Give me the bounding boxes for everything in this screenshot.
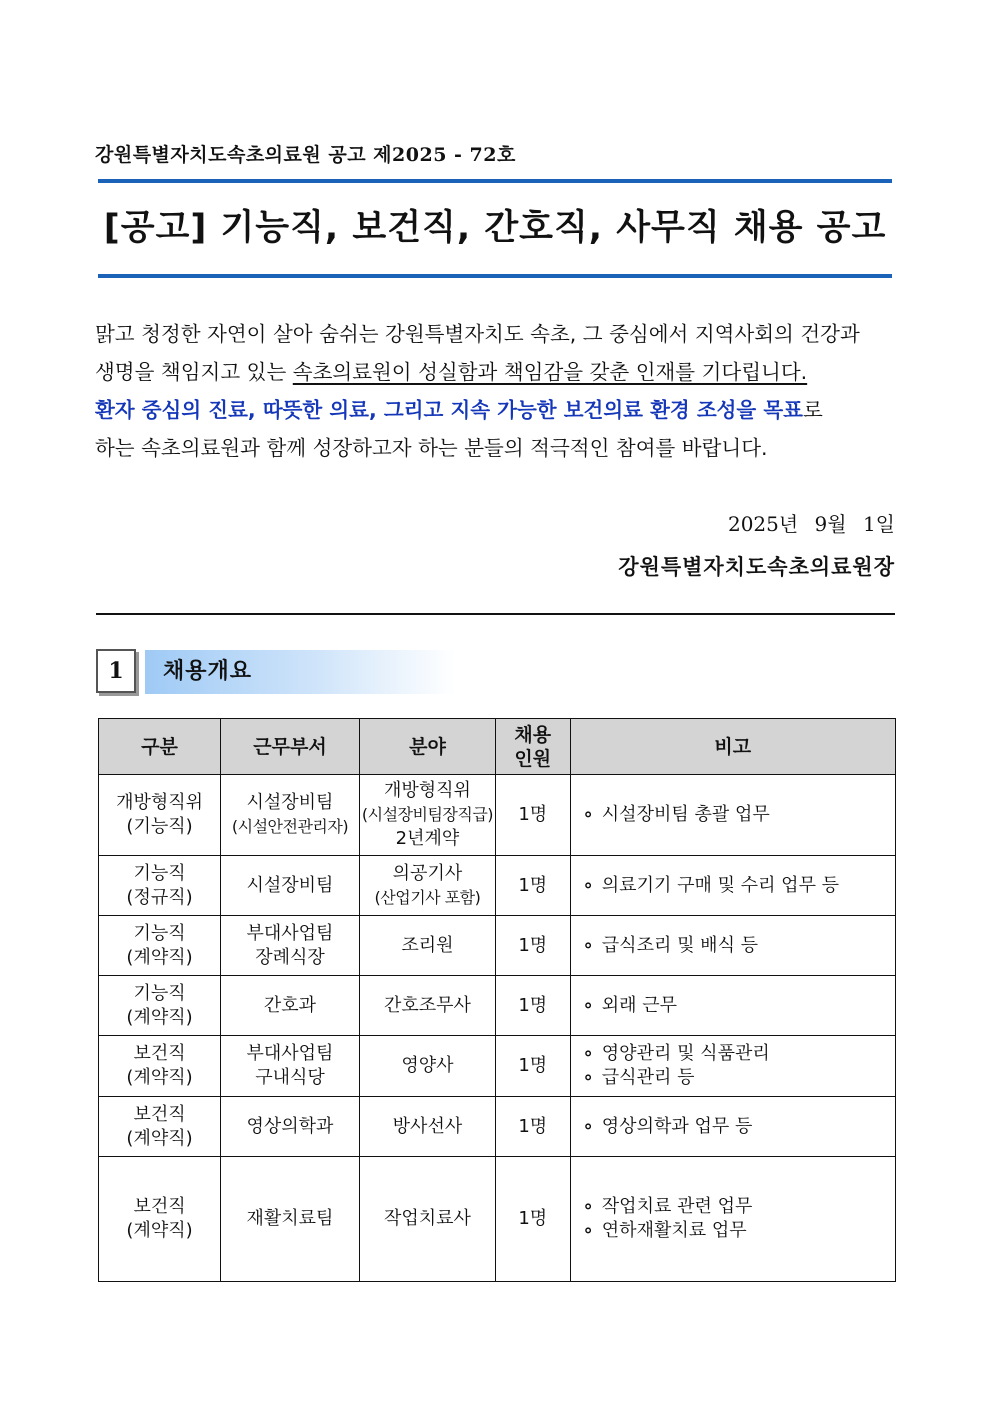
cell-remarks: ∘ 영양관리 및 식품관리 ∘ 급식관리 등 xyxy=(570,1036,895,1097)
cell-department: 시설장비팀 (시설안전관리자) xyxy=(221,775,360,856)
table-row xyxy=(99,976,896,1036)
cell-headcount: 1명 xyxy=(496,1036,570,1097)
cell-category: 기능직 (계약직) xyxy=(99,916,221,976)
cell-category: 기능직 (계약직) xyxy=(99,976,221,1036)
cell-category: 보건직 (계약직) xyxy=(99,1097,221,1157)
table-row xyxy=(99,856,896,916)
cell-headcount: 1명 xyxy=(496,1157,570,1282)
table-header-row xyxy=(99,719,896,775)
header-department: 근무부서 xyxy=(221,719,360,775)
header-category: 구분 xyxy=(99,719,221,775)
cell-field: 간호조무사 xyxy=(359,976,495,1036)
table-row xyxy=(99,775,896,856)
cell-field: 방사선사 xyxy=(359,1097,495,1157)
table-row xyxy=(99,1157,896,1282)
cell-department: 부대사업팀 장례식장 xyxy=(221,916,360,976)
cell-headcount: 1명 xyxy=(496,1097,570,1157)
section-divider xyxy=(96,613,895,615)
header-field: 분야 xyxy=(359,719,495,775)
intro-line-2: 생명을 책임지고 있는 속초의료원이 성실함과 책임감을 갖춘 인재를 기다립니다. xyxy=(95,360,808,384)
cell-field: 영양사 xyxy=(359,1036,495,1097)
notice-number: 강원특별자치도속초의료원 공고 제2025 - 72호 xyxy=(95,144,516,166)
cell-field: 개방형직위 (시설장비팀장직급) 2년계약 xyxy=(359,775,495,856)
notice-date: 2025년 9월 1일 xyxy=(727,512,895,536)
cell-headcount: 1명 xyxy=(496,976,570,1036)
intro-underlined-text: 속초의료원이 성실함과 책임감을 갖춘 인재를 기다립니다. xyxy=(292,360,808,384)
section-title: 채용개요 xyxy=(145,650,455,694)
intro-line-4: 하는 속초의료원과 함께 성장하고자 하는 분들의 적극적인 참여를 바랍니다. xyxy=(95,436,768,460)
header-remarks: 비고 xyxy=(570,719,895,775)
intro-highlight-text: 환자 중심의 진료, 따뜻한 의료, 그리고 지속 가능한 보건의료 환경 조성을 목표 xyxy=(95,398,803,422)
title-top-rule xyxy=(98,179,892,183)
cell-headcount: 1명 xyxy=(496,916,570,976)
cell-remarks: ∘ 외래 근무 xyxy=(570,976,895,1036)
table-row xyxy=(99,916,896,976)
cell-headcount: 1명 xyxy=(496,775,570,856)
intro-line-3: 환자 중심의 진료, 따뜻한 의료, 그리고 지속 가능한 보건의료 환경 조성을 목표로 xyxy=(95,398,823,422)
cell-department: 영상의학과 xyxy=(221,1097,360,1157)
table-row xyxy=(99,1036,896,1097)
cell-category: 보건직 (계약직) xyxy=(99,1157,221,1282)
cell-remarks: ∘ 영상의학과 업무 등 xyxy=(570,1097,895,1157)
table-row xyxy=(99,1097,896,1157)
cell-field: 의공기사 (산업기사 포함) xyxy=(359,856,495,916)
title-bottom-rule xyxy=(98,274,892,278)
cell-category: 기능직 (정규직) xyxy=(99,856,221,916)
issuer-name: 강원특별자치도속초의료원장 xyxy=(618,554,895,579)
cell-department: 간호과 xyxy=(221,976,360,1036)
cell-department: 재활치료팀 xyxy=(221,1157,360,1282)
cell-remarks: ∘ 작업치료 관련 업무 ∘ 연하재활치료 업무 xyxy=(570,1157,895,1282)
recruitment-table xyxy=(98,718,896,1282)
cell-headcount: 1명 xyxy=(496,856,570,916)
cell-remarks: ∘ 급식조리 및 배식 등 xyxy=(570,916,895,976)
section-number-badge: 1 xyxy=(96,649,136,693)
page-title: [공고] 기능직, 보건직, 간호직, 사무직 채용 공고 xyxy=(103,208,887,248)
cell-department: 시설장비팀 xyxy=(221,856,360,916)
intro-line-1: 맑고 청정한 자연이 살아 숨쉬는 강원특별자치도 속초, 그 중심에서 지역사회의 건강과 xyxy=(95,322,860,346)
intro-paragraph xyxy=(95,315,895,467)
cell-field: 작업치료사 xyxy=(359,1157,495,1282)
header-headcount: 채용 인원 xyxy=(496,719,570,775)
cell-category: 보건직 (계약직) xyxy=(99,1036,221,1097)
cell-remarks: ∘ 의료기기 구매 및 수리 업무 등 xyxy=(570,856,895,916)
cell-category: 개방형직위 (기능직) xyxy=(99,775,221,856)
cell-remarks: ∘ 시설장비팀 총괄 업무 xyxy=(570,775,895,856)
cell-department: 부대사업팀 구내식당 xyxy=(221,1036,360,1097)
cell-field: 조리원 xyxy=(359,916,495,976)
